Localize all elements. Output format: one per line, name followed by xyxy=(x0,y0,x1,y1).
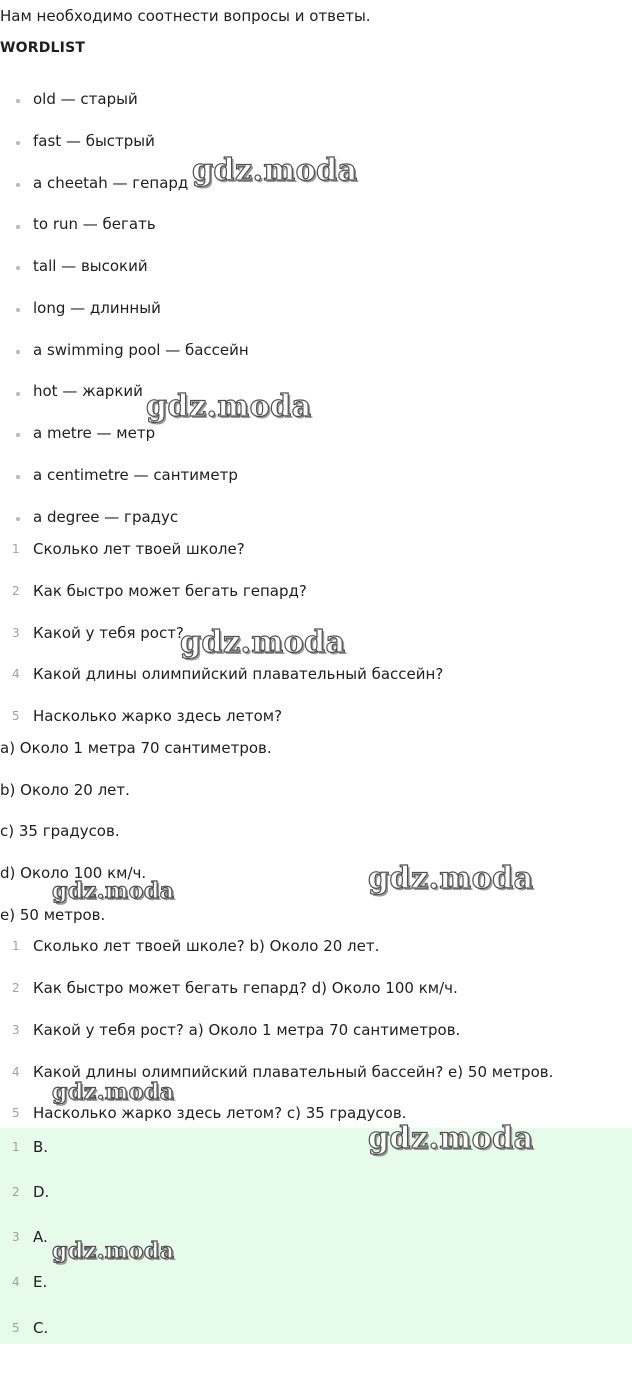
wordlist-item: a metre — метр xyxy=(33,424,156,442)
list-number: 2 xyxy=(12,584,20,598)
wordlist-item: hot — жаркий xyxy=(33,382,143,400)
list-number: 1 xyxy=(12,939,20,953)
final-answer-item: B. xyxy=(33,1138,49,1156)
list-number: 5 xyxy=(12,709,20,723)
list-number: 3 xyxy=(12,626,20,640)
final-answers-box xyxy=(0,1128,632,1344)
wordlist-item: a centimetre — сантиметр xyxy=(33,466,238,484)
watermark-logo: gdz.moda xyxy=(52,1079,175,1105)
wordlist-item: to run — бегать xyxy=(33,215,156,233)
bullet-dot-icon xyxy=(16,266,20,270)
watermark-logo: gdz.moda xyxy=(180,625,346,660)
bullet-dot-icon xyxy=(16,350,20,354)
final-answer-item: D. xyxy=(33,1183,50,1201)
answer-item: d) Около 100 км/ч. xyxy=(0,864,147,882)
wordlist-item: old — старый xyxy=(33,90,138,108)
match-item: Какой у тебя рост? a) Около 1 метра 70 сантиметров. xyxy=(33,1021,461,1039)
answer-item: b) Около 20 лет. xyxy=(0,781,130,799)
list-number: 4 xyxy=(12,1275,20,1289)
bullet-dot-icon xyxy=(16,517,20,521)
intro-text: Нам необходимо соотнести вопросы и ответы. xyxy=(0,7,371,25)
watermark-logo: gdz.moda xyxy=(52,878,175,904)
list-number: 3 xyxy=(12,1023,20,1037)
bullet-dot-icon xyxy=(16,308,20,312)
match-item: Насколько жарко здесь летом? c) 35 градусов. xyxy=(33,1104,407,1122)
watermark-logo: gdz.moda xyxy=(146,389,312,424)
bullet-dot-icon xyxy=(16,141,20,145)
bullet-dot-icon xyxy=(16,392,20,396)
watermark-logo: gdz.moda xyxy=(368,861,534,896)
list-number: 2 xyxy=(12,1185,20,1199)
match-item: Какой длины олимпийский плавательный бассейн? e) 50 метров. xyxy=(33,1063,554,1081)
bullet-dot-icon xyxy=(16,433,20,437)
watermark-logo: gdz.moda xyxy=(192,153,358,188)
list-number: 1 xyxy=(12,1140,20,1154)
question-item: Насколько жарко здесь летом? xyxy=(33,707,283,725)
wordlist-item: long — длинный xyxy=(33,299,161,317)
list-number: 3 xyxy=(12,1230,20,1244)
question-item: Какой длины олимпийский плавательный бассейн? xyxy=(33,665,444,683)
question-item: Какой у тебя рост? xyxy=(33,624,184,642)
final-answer-item: A. xyxy=(33,1228,48,1246)
list-number: 2 xyxy=(12,981,20,995)
question-item: Сколько лет твоей школе? xyxy=(33,540,245,558)
final-answer-item: C. xyxy=(33,1319,49,1337)
wordlist-item: tall — высокий xyxy=(33,257,148,275)
final-answer-item: E. xyxy=(33,1273,48,1291)
question-item: Как быстро может бегать гепард? xyxy=(33,582,307,600)
bullet-dot-icon xyxy=(16,225,20,229)
wordlist-item: a swimming pool — бассейн xyxy=(33,341,249,359)
match-item: Сколько лет твоей школе? b) Около 20 лет. xyxy=(33,937,380,955)
match-item: Как быстро может бегать гепард? d) Около 100 км/ч. xyxy=(33,979,458,997)
list-number: 4 xyxy=(12,667,20,681)
wordlist-heading: WORDLIST xyxy=(0,40,86,56)
list-number: 4 xyxy=(12,1065,20,1079)
watermark-logo: gdz.moda xyxy=(368,1121,534,1156)
bullet-dot-icon xyxy=(16,475,20,479)
wordlist-item: fast — быстрый xyxy=(33,132,155,150)
list-number: 5 xyxy=(12,1321,20,1335)
answer-item: e) 50 метров. xyxy=(0,906,106,924)
bullet-dot-icon xyxy=(16,183,20,187)
list-number: 5 xyxy=(12,1106,20,1120)
answer-item: a) Около 1 метра 70 сантиметров. xyxy=(0,739,272,757)
list-number: 1 xyxy=(12,542,20,556)
answer-item: c) 35 градусов. xyxy=(0,822,120,840)
wordlist-item: a degree — градус xyxy=(33,508,179,526)
bullet-dot-icon xyxy=(16,99,20,103)
wordlist-item: a cheetah — гепард xyxy=(33,174,189,192)
watermark-logo: gdz.moda xyxy=(52,1238,175,1264)
